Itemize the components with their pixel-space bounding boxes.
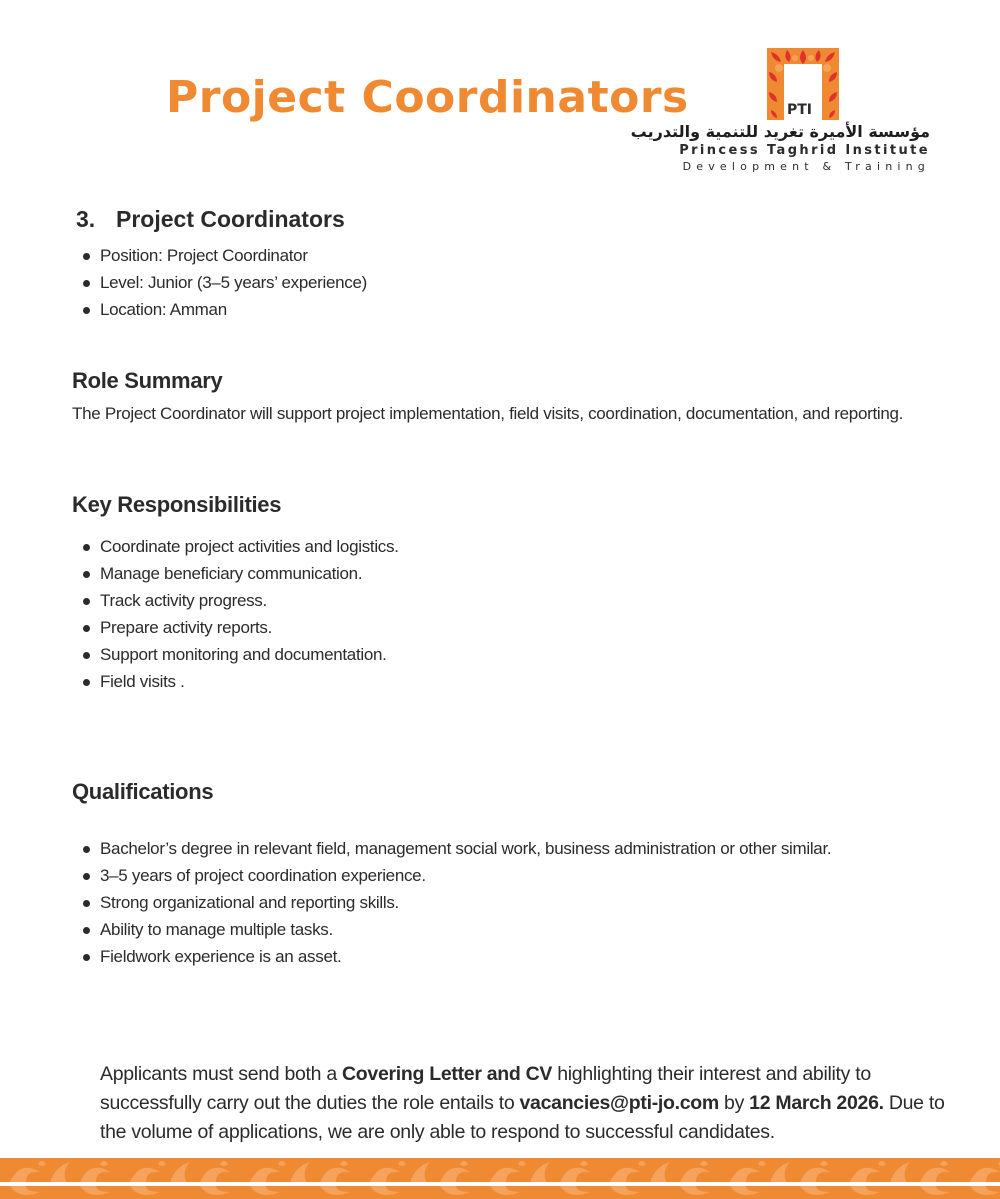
application-text-4: Due to the volume of applications, we are only able to respond to successful candidates.	[100, 1092, 945, 1143]
required-documents: Covering Letter and CV	[342, 1063, 553, 1085]
list-item: Position: Project Coordinator	[80, 242, 367, 269]
list-item: Coordinate project activities and logistics.	[80, 533, 399, 560]
logo-tagline: Development & Training	[682, 160, 930, 173]
responsibilities-list	[80, 533, 399, 695]
responsibilities-heading: Key Responsibilities	[72, 492, 282, 517]
application-instructions	[100, 1060, 950, 1147]
list-item: Prepare activity reports.	[80, 614, 399, 641]
list-item: Manage beneficiary communication.	[80, 560, 399, 587]
position-details-list	[80, 242, 367, 323]
pti-logo	[630, 48, 932, 178]
qualifications-list	[80, 835, 831, 970]
application-text-3: by	[718, 1092, 750, 1114]
role-summary-heading: Role Summary	[72, 368, 223, 393]
position-number: 3.	[76, 206, 96, 232]
list-item: Track activity progress.	[80, 587, 399, 614]
list-item: Bachelor’s degree in relevant field, management social work, business administration or other similar.	[80, 835, 831, 862]
logo-arabic-name: مؤسسة الأميرة تغريد للتنمية والتدريب	[630, 122, 930, 141]
decorative-border-top	[0, 1158, 1000, 1182]
list-item: Field visits .	[80, 668, 399, 695]
page-title: Project Coordinators	[166, 72, 689, 123]
list-item: Ability to manage multiple tasks.	[80, 916, 831, 943]
application-deadline: 12 March 2026.	[749, 1092, 884, 1114]
list-item: Support monitoring and documentation.	[80, 641, 399, 668]
role-summary-text: The Project Coordinator will support project implementation, field visits, coordination, documentation, and reporting.	[72, 404, 904, 423]
logo-english-name: Princess Taghrid Institute	[679, 143, 930, 158]
position-title: Project Coordinators	[116, 206, 345, 232]
list-item: Strong organizational and reporting skills.	[80, 889, 831, 916]
application-text-1: Applicants must send both a	[100, 1063, 342, 1085]
list-item: Level: Junior (3–5 years’ experience)	[80, 269, 367, 296]
application-text-2: highlighting their interest and ability to successfully carry out the duties the role entails to	[100, 1063, 871, 1114]
logo-pti-text: PTI	[787, 102, 813, 118]
position-heading	[76, 206, 345, 233]
list-item: Fieldwork experience is an asset.	[80, 943, 831, 970]
list-item: Location: Amman	[80, 296, 367, 323]
qualifications-heading: Qualifications	[72, 779, 214, 804]
list-item: 3–5 years of project coordination experience.	[80, 862, 831, 889]
decorative-border-bottom	[0, 1186, 1000, 1199]
application-email-link[interactable]: vacancies@pti-jo.com	[519, 1092, 719, 1114]
